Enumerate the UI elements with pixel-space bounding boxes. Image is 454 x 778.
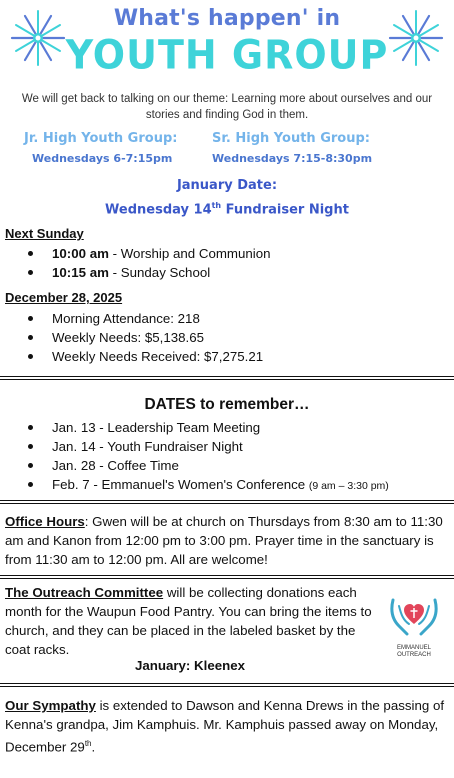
list-item: Weekly Needs: $5,138.65 [26,328,263,347]
header-title-main: YOUTH GROUP [65,31,389,79]
list-item-time: 10:15 am [52,265,109,280]
list-item [26,244,271,263]
outreach-logo-text-2: OUTREACH [397,652,431,658]
list-item: Jan. 13 - Leadership Team Meeting [26,418,389,437]
january-date-title: January Date: [176,178,278,193]
snowflake-icon [8,8,68,68]
next-sunday-heading: Next Sunday [5,226,84,241]
divider [0,376,454,380]
list-item: Jan. 28 - Coffee Time [26,456,389,475]
divider [0,500,454,504]
sympathy-paragraph [5,696,445,756]
dates-list [26,418,389,494]
january-event [0,201,454,217]
list-item [26,475,389,494]
intro-text: We will get back to talking on our theme: Learning more about ourselves and our stories and finding God in them. [21,93,433,121]
sympathy-label: Our Sympathy [5,698,96,713]
january-event-sup: th [211,201,222,210]
outreach-label: The Outreach Committee [5,585,164,600]
list-item-small-text: (9 am – 3:30 pm) [308,480,389,492]
office-hours-text: : Gwen will be at church on Thursdays from 8:30 am to 11:30 am and Kanon from 12:00 pm to 3:00 pm. Prayer time in the sanctuary is from 11:30 am to 12:00 pm. All are welcome! [5,514,443,567]
list-item: Morning Attendance: 218 [26,309,263,328]
list-item-text: - Sunday School [108,265,211,280]
sympathy-text: is extended to Dawson and Kenna Drews in the passing of Kenna's grandpa, Jim Kamphuis. Mr. Kamphuis passed away on Monday, December 29 [5,698,445,755]
january-event-rest: Fundraiser Night [221,202,349,218]
header-title: What's happen' in [113,6,341,31]
office-hours-label: Office Hours [5,514,85,529]
stats-list [26,309,263,366]
outreach-item: January: Kleenex [134,658,246,673]
sr-group-time: Wednesdays 7:15-8:30pm [212,152,373,165]
outreach-logo [385,594,443,659]
sympathy-end: . [91,739,96,755]
list-item-text: - Worship and Communion [108,246,271,261]
jr-group-time: Wednesdays 6-7:15pm [32,152,173,165]
january-event-text: Wednesday 14 [105,202,212,218]
snowflake-icon [386,8,446,68]
outreach-logo-text-1: EMMANUEL [396,645,431,651]
dates-heading: DATES to remember… [144,396,310,413]
list-item: Jan. 14 - Youth Fundraiser Night [26,437,389,456]
list-item-text: Feb. 7 - Emmanuel's Women's Conference [52,477,309,492]
list-item-time: 10:00 am [52,246,109,261]
list-item: Weekly Needs Received: $7,275.21 [26,347,263,366]
outreach-paragraph [5,583,380,659]
next-sunday-list [26,244,271,282]
divider [0,575,454,579]
outreach-logo-text [385,645,443,659]
stats-heading: December 28, 2025 [5,290,123,305]
sr-group-title: Sr. High Youth Group: [212,131,370,146]
list-item [26,263,271,282]
divider [0,683,454,687]
outreach-text: will be collecting donations each month for the Waupun Food Pantry. You can bring the items to church, and they can be placed in the labeled basket by the coat racks. [5,585,372,657]
office-hours-paragraph [5,512,445,569]
jr-group-title: Jr. High Youth Group: [24,131,178,146]
outreach-hands-heart-icon [385,594,443,640]
sympathy-sup: th [84,739,92,748]
